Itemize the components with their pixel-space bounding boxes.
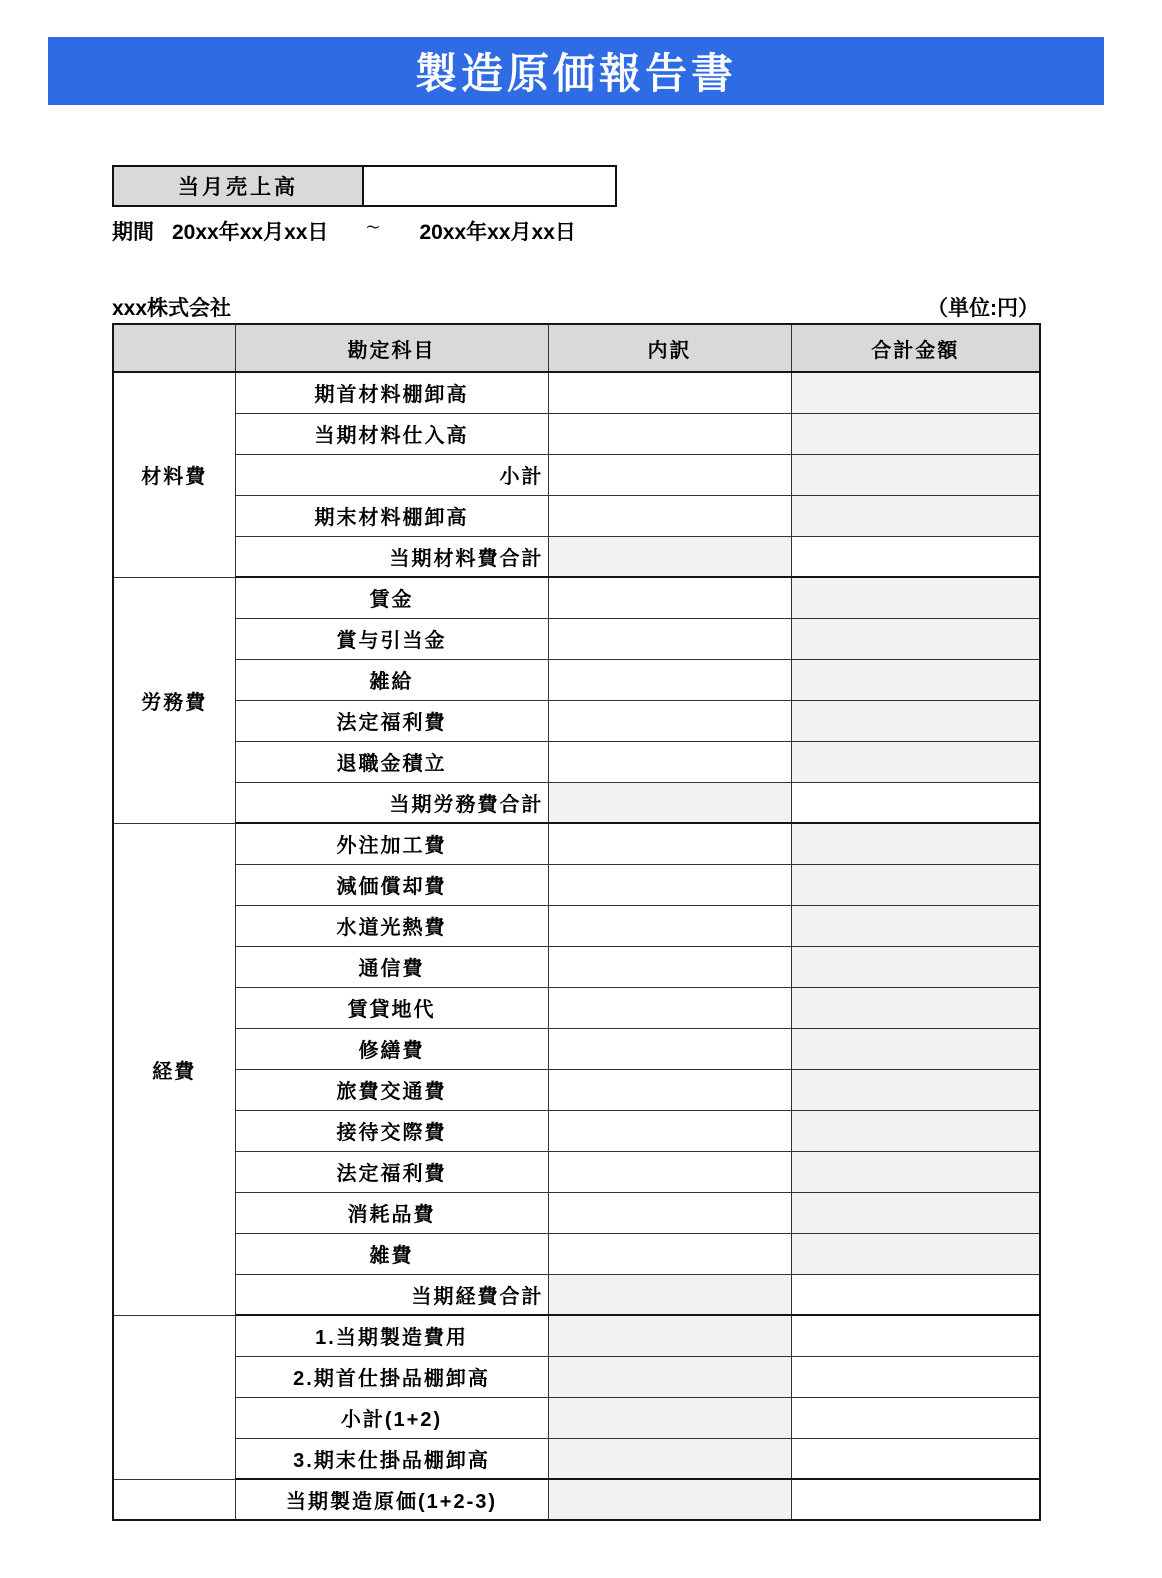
breakdown-input-cell[interactable] — [548, 1069, 791, 1110]
account-label: 消耗品費 — [235, 1192, 548, 1233]
breakdown-shaded-cell — [548, 1397, 791, 1438]
category-cell-labor: 労務費 — [113, 577, 235, 823]
breakdown-shaded-cell — [548, 1479, 791, 1520]
breakdown-input-cell[interactable] — [548, 454, 791, 495]
account-label: 雑費 — [235, 1233, 548, 1274]
account-label: 賞与引当金 — [235, 618, 548, 659]
table-row — [113, 495, 1040, 536]
breakdown-input-cell[interactable] — [548, 1233, 791, 1274]
header-account-cell: 勘定科目 — [235, 324, 548, 372]
total-shaded-cell — [791, 495, 1040, 536]
total-shaded-cell — [791, 823, 1040, 864]
table-row — [113, 700, 1040, 741]
total-input-cell[interactable] — [791, 1274, 1040, 1315]
breakdown-input-cell[interactable] — [548, 618, 791, 659]
breakdown-input-cell[interactable] — [548, 700, 791, 741]
total-shaded-cell — [791, 659, 1040, 700]
account-label: 賃貸地代 — [235, 987, 548, 1028]
total-shaded-cell — [791, 946, 1040, 987]
account-label: 小計 — [235, 454, 548, 495]
breakdown-input-cell[interactable] — [548, 659, 791, 700]
header-breakdown-cell: 内訳 — [548, 324, 791, 372]
account-label: 水道光熱費 — [235, 905, 548, 946]
account-label: 当期材料仕入高 — [235, 413, 548, 454]
table-row — [113, 1069, 1040, 1110]
category-cell-materials: 材料費 — [113, 372, 235, 577]
total-shaded-cell — [791, 1110, 1040, 1151]
period-tilde: ～ — [366, 220, 380, 235]
title-banner — [48, 37, 1104, 105]
account-label: 法定福利費 — [235, 1151, 548, 1192]
account-label: 当期経費合計 — [235, 1274, 548, 1315]
breakdown-input-cell[interactable] — [548, 1192, 791, 1233]
breakdown-input-cell[interactable] — [548, 413, 791, 454]
total-shaded-cell — [791, 741, 1040, 782]
total-shaded-cell — [791, 1069, 1040, 1110]
total-input-cell[interactable] — [791, 1397, 1040, 1438]
table-row — [113, 987, 1040, 1028]
account-label: 期末材料棚卸高 — [235, 495, 548, 536]
table-row — [113, 741, 1040, 782]
table-row — [113, 1479, 1040, 1520]
table-row — [113, 1438, 1040, 1479]
breakdown-shaded-cell — [548, 536, 791, 577]
table-row — [113, 1233, 1040, 1274]
account-label: 雑給 — [235, 659, 548, 700]
table-row — [113, 1274, 1040, 1315]
breakdown-input-cell[interactable] — [548, 905, 791, 946]
cost-report-table — [112, 323, 1041, 1521]
breakdown-input-cell[interactable] — [548, 495, 791, 536]
breakdown-input-cell[interactable] — [548, 823, 791, 864]
table-row — [113, 413, 1040, 454]
table-row — [113, 372, 1040, 413]
account-label: 修繕費 — [235, 1028, 548, 1069]
account-label: 減価償却費 — [235, 864, 548, 905]
account-label: 当期材料費合計 — [235, 536, 548, 577]
period-row — [112, 216, 576, 246]
breakdown-input-cell[interactable] — [548, 1151, 791, 1192]
table-row — [113, 1110, 1040, 1151]
breakdown-input-cell[interactable] — [548, 1110, 791, 1151]
breakdown-shaded-cell — [548, 782, 791, 823]
account-label: 接待交際費 — [235, 1110, 548, 1151]
total-input-cell[interactable] — [791, 1356, 1040, 1397]
account-label: 通信費 — [235, 946, 548, 987]
company-row — [112, 292, 1039, 322]
period-label: 期間 — [112, 221, 154, 244]
table-row — [113, 1151, 1040, 1192]
account-label: 1.当期製造費用 — [235, 1315, 548, 1356]
table-row — [113, 864, 1040, 905]
total-input-cell[interactable] — [791, 1315, 1040, 1356]
account-label: 外注加工費 — [235, 823, 548, 864]
account-label: 法定福利費 — [235, 700, 548, 741]
category-cell-blank — [113, 1479, 235, 1520]
table-row — [113, 782, 1040, 823]
header-category-cell — [113, 324, 235, 372]
table-row — [113, 577, 1040, 618]
total-shaded-cell — [791, 372, 1040, 413]
total-shaded-cell — [791, 413, 1040, 454]
account-label: 賃金 — [235, 577, 548, 618]
period-start-date: 20xx年xx月xx日 — [172, 221, 329, 244]
table-row — [113, 1028, 1040, 1069]
table-header-row — [113, 324, 1040, 372]
total-input-cell[interactable] — [791, 536, 1040, 577]
account-label: 当期製造原価(1+2-3) — [235, 1479, 548, 1520]
account-label: 2.期首仕掛品棚卸高 — [235, 1356, 548, 1397]
breakdown-shaded-cell — [548, 1438, 791, 1479]
monthly-sales-label: 当月売上高 — [114, 167, 364, 205]
account-label: 期首材料棚卸高 — [235, 372, 548, 413]
table-row — [113, 1356, 1040, 1397]
breakdown-input-cell[interactable] — [548, 577, 791, 618]
page-title: 製造原価報告書 — [414, 50, 737, 97]
total-shaded-cell — [791, 454, 1040, 495]
total-input-cell[interactable] — [791, 1479, 1040, 1520]
account-label: 当期労務費合計 — [235, 782, 548, 823]
total-shaded-cell — [791, 987, 1040, 1028]
total-shaded-cell — [791, 577, 1040, 618]
account-label: 3.期末仕掛品棚卸高 — [235, 1438, 548, 1479]
table-row — [113, 823, 1040, 864]
table-row — [113, 905, 1040, 946]
breakdown-shaded-cell — [548, 1356, 791, 1397]
breakdown-input-cell[interactable] — [548, 946, 791, 987]
company-name: xxx株式会社 — [112, 297, 232, 320]
table-row — [113, 454, 1040, 495]
monthly-sales-box — [112, 165, 617, 207]
table-row — [113, 659, 1040, 700]
table-row — [113, 618, 1040, 659]
breakdown-input-cell[interactable] — [548, 372, 791, 413]
breakdown-input-cell[interactable] — [548, 741, 791, 782]
account-label: 退職金積立 — [235, 741, 548, 782]
category-cell-blank — [113, 1315, 235, 1479]
table-row — [113, 1192, 1040, 1233]
total-shaded-cell — [791, 1233, 1040, 1274]
account-label: 小計(1+2) — [235, 1397, 548, 1438]
breakdown-input-cell[interactable] — [548, 864, 791, 905]
total-shaded-cell — [791, 1028, 1040, 1069]
total-shaded-cell — [791, 618, 1040, 659]
table-row — [113, 946, 1040, 987]
monthly-sales-input-cell[interactable] — [364, 167, 615, 205]
total-input-cell[interactable] — [791, 782, 1040, 823]
total-input-cell[interactable] — [791, 1438, 1040, 1479]
breakdown-input-cell[interactable] — [548, 987, 791, 1028]
table-row — [113, 536, 1040, 577]
table-row — [113, 1315, 1040, 1356]
breakdown-shaded-cell — [548, 1274, 791, 1315]
total-shaded-cell — [791, 1192, 1040, 1233]
header-total-cell: 合計金額 — [791, 324, 1040, 372]
account-label: 旅費交通費 — [235, 1069, 548, 1110]
total-shaded-cell — [791, 700, 1040, 741]
total-shaded-cell — [791, 1151, 1040, 1192]
table-row — [113, 1397, 1040, 1438]
breakdown-input-cell[interactable] — [548, 1028, 791, 1069]
period-end-date: 20xx年xx月xx日 — [419, 221, 576, 244]
unit-label: （単位:円） — [927, 297, 1039, 320]
category-cell-expenses: 経費 — [113, 823, 235, 1315]
total-shaded-cell — [791, 905, 1040, 946]
breakdown-shaded-cell — [548, 1315, 791, 1356]
total-shaded-cell — [791, 864, 1040, 905]
